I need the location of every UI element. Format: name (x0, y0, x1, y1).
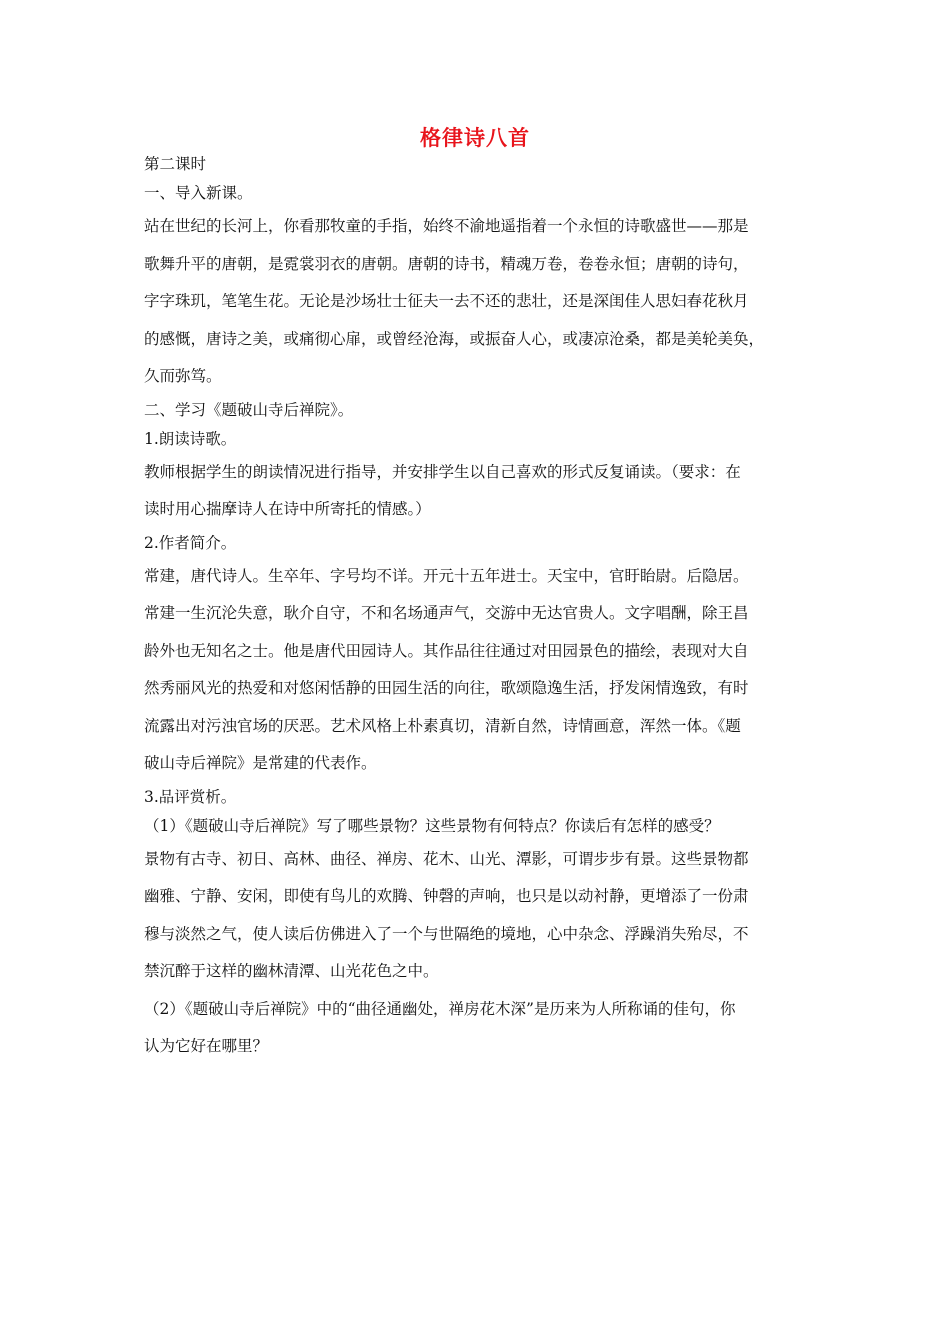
text-line: 认为它好在哪里？ (144, 1037, 269, 1055)
text-line: 字字珠玑，笔笔生花。无论是沙场壮士征夫一去不还的悲壮，还是深闺佳人思妇春花秋月 (144, 292, 749, 310)
text-line: 常建一生沉沦失意，耿介自守，不和名场通声气，交游中无达官贵人。文字唱酬，除王昌 (144, 604, 749, 622)
text-line: 站在世纪的长河上，你看那牧童的手指，始终不渝地遥指着一个永恒的诗歌盛世——那是 (144, 217, 749, 235)
text-line: 常建，唐代诗人。生卒年、字号均不详。开元十五年进士。天宝中，官盱眙尉。后隐居。 (144, 566, 749, 585)
text-line: 穆与淡然之气，使人读后仿佛进入了一个与世隔绝的境地，心中杂念、浮躁消失殆尽，不 (144, 924, 749, 943)
text-line: （2）《题破山寺后禅院》中的“曲径通幽处，禅房花木深”是历来为人所称诵的佳句，你 (144, 999, 736, 1018)
text-line: 景物有古寺、初日、高林、曲径、禅房、花木、山光、潭影，可谓步步有景。这些景物都 (144, 849, 749, 868)
text-line: 第二课时 (144, 155, 207, 173)
text-line: 破山寺后禅院》是常建的代表作。 (144, 754, 377, 772)
text-line: 1.朗读诗歌。 (144, 429, 237, 448)
text-line: 读时用心揣摩诗人在诗中所寄托的情感。） (144, 500, 431, 518)
text-line: 禁沉醉于这样的幽林清潭、山光花色之中。 (144, 962, 439, 980)
text-line: 二、学习《题破山寺后禅院》。 (144, 400, 354, 419)
text-line: 幽雅、宁静、安闲，即使有鸟儿的欢腾、钟磬的声响，也只是以动衬静，更增添了一份肃 (144, 887, 749, 905)
text-line: 流露出对污浊官场的厌恶。艺术风格上朴素真切，清新自然，诗情画意，浑然一体。《题 (144, 716, 741, 735)
document-body (144, 150, 808, 1066)
text-line: 教师根据学生的朗读情况进行指导，并安排学生以自己喜欢的形式反复诵读。（要求：在 (144, 462, 741, 481)
text-line: 然秀丽风光的热爱和对悠闲恬静的田园生活的向往，歌颂隐逸生活，抒发闲情逸致，有时 (144, 679, 749, 697)
text-line: 歌舞升平的唐朝，是霓裳羽衣的唐朝。唐朝的诗书，精魂万卷，卷卷永恒；唐朝的诗句， (144, 254, 749, 273)
text-line: 一、导入新课。 (144, 184, 253, 202)
text-line: 2.作者简介。 (144, 533, 237, 552)
page-title: 格律诗八首 (420, 125, 530, 150)
text-line: 3.品评赏析。 (144, 787, 237, 806)
text-line: 久而弥笃。 (144, 367, 222, 385)
text-line: 龄外也无知名之士。他是唐代田园诗人。其作品往往通过对田园景色的描绘，表现对大自 (144, 641, 749, 660)
text-line: （1）《题破山寺后禅院》写了哪些景物？这些景物有何特点？你读后有怎样的感受？ (144, 816, 720, 835)
text-line: 的感慨，唐诗之美，或痛彻心扉，或曾经沧海，或振奋人心，或凄凉沧桑，都是美轮美奂， (144, 329, 765, 348)
